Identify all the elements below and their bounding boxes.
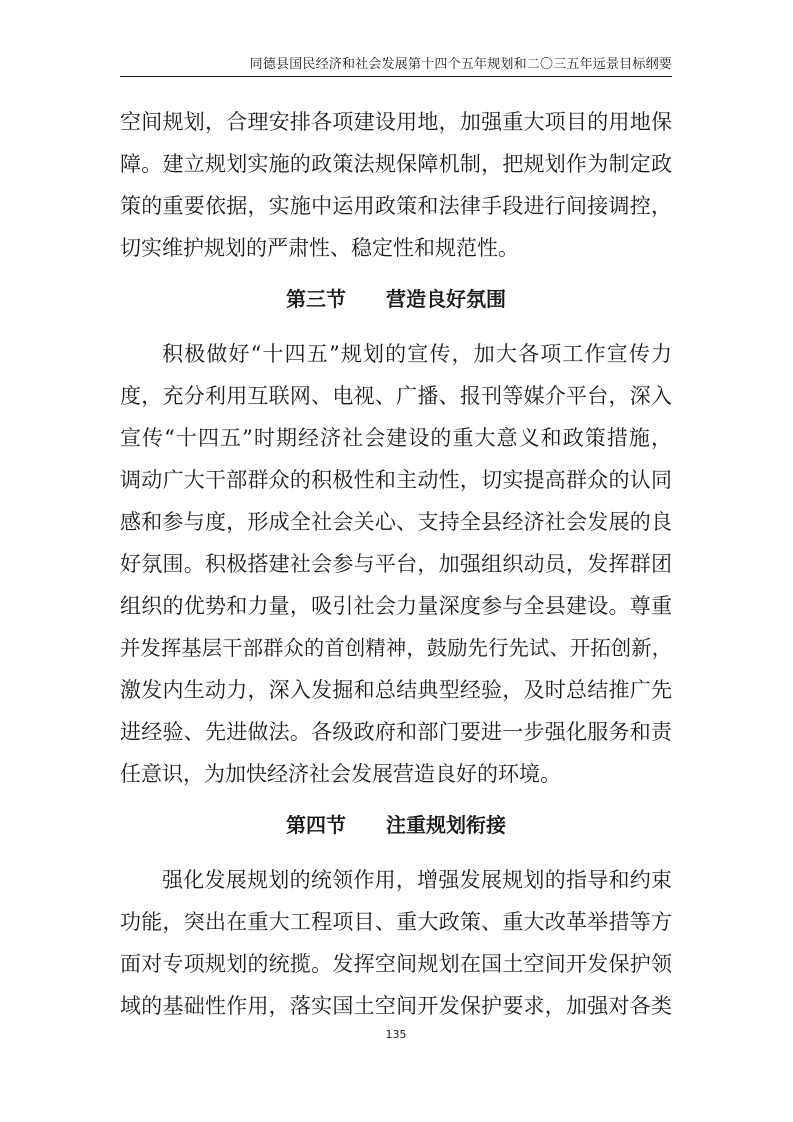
paragraph-line: 并发挥基层干部群众的首创精神，鼓励先行先试、开拓创新， bbox=[120, 636, 672, 660]
paragraph-line: 任意识，为加快经济社会发展营造良好的环境。 bbox=[120, 762, 561, 786]
paragraph-line: 度，充分利用互联网、电视、广播、报刊等媒介平台，深入 bbox=[120, 384, 672, 408]
paragraph-line: 面对专项规划的统揽。发挥空间规划在国土空间开发保护领 bbox=[120, 952, 672, 976]
paragraph-line: 感和参与度，形成全社会关心、支持全县经济社会发展的良 bbox=[120, 510, 672, 534]
running-header: 同德县国民经济和社会发展第十四个五年规划和二〇三五年远景目标纲要 bbox=[249, 57, 672, 72]
paragraph-line: 切实维护规划的严肃性、稳定性和规范性。 bbox=[120, 236, 519, 260]
paragraph-line: 进经验、先进做法。各级政府和部门要进一步强化服务和责 bbox=[120, 720, 672, 744]
paragraph-line: 积极做好“十四五”规划的宣传，加大各项工作宣传力 bbox=[162, 342, 672, 366]
header-rule bbox=[120, 76, 672, 77]
section-heading-3: 第三节 营造良好氛围 bbox=[286, 287, 506, 311]
paragraph-line: 好氛围。积极搭建社会参与平台，加强组织动员，发挥群团 bbox=[120, 552, 672, 576]
paragraph-line: 域的基础性作用，落实国土空间开发保护要求，加强对各类 bbox=[120, 994, 672, 1018]
paragraph-line: 策的重要依据，实施中运用政策和法律手段进行间接调控， bbox=[120, 194, 672, 218]
section-heading-4: 第四节 注重规划衔接 bbox=[286, 813, 506, 837]
paragraph-line: 空间规划，合理安排各项建设用地，加强重大项目的用地保 bbox=[120, 110, 672, 134]
paragraph-line: 宣传“十四五”时期经济社会建设的重大意义和政策措施， bbox=[120, 426, 672, 450]
paragraph-line: 功能，突出在重大工程项目、重大政策、重大改革举措等方 bbox=[120, 910, 672, 934]
paragraph-line: 调动广大干部群众的积极性和主动性，切实提高群众的认同 bbox=[120, 468, 672, 492]
page-number: 135 bbox=[385, 1028, 407, 1041]
paragraph-line: 激发内生动力，深入发掘和总结典型经验，及时总结推广先 bbox=[120, 678, 672, 702]
paragraph-line: 障。建立规划实施的政策法规保障机制，把规划作为制定政 bbox=[120, 152, 672, 176]
paragraph-line: 强化发展规划的统领作用，增强发展规划的指导和约束 bbox=[162, 868, 672, 892]
paragraph-line: 组织的优势和力量，吸引社会力量深度参与全县建设。尊重 bbox=[120, 594, 672, 618]
